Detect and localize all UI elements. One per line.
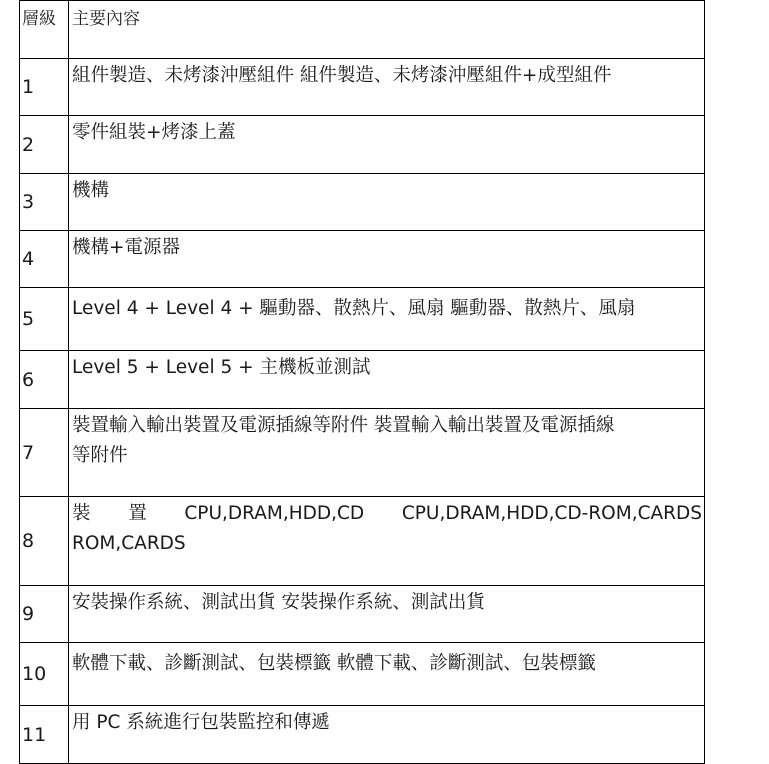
level-cell: 9: [20, 586, 69, 643]
level-cell: 11: [20, 706, 69, 764]
table-row: [20, 288, 705, 351]
content-line-2: ROM,CARDS: [72, 533, 186, 554]
level-cell: 10: [20, 643, 69, 706]
content-cell: Level 4 + Level 4 + 驅動器、散熱片、風扇 驅動器、散熱片、風扇: [69, 288, 705, 351]
content-cell: 用 PC 系統進行包裝監控和傳遞: [69, 706, 705, 764]
content-cell: Level 5 + Level 5 + 主機板並測試: [69, 351, 705, 409]
table-row: [20, 497, 705, 586]
header-content-cell: 主要內容: [69, 1, 705, 59]
level-cell: 1: [20, 59, 69, 116]
table-row: [20, 409, 705, 497]
table-row: [20, 116, 705, 174]
content-cell: 零件組裝+烤漆上蓋: [69, 116, 705, 174]
level-cell: 2: [20, 116, 69, 174]
table-row: [20, 351, 705, 409]
level-cell: 4: [20, 231, 69, 288]
level-cell: 6: [20, 351, 69, 409]
table-row: [20, 174, 705, 231]
content-line-1: 裝 置 CPU,DRAM,HDD,CD CPU,DRAM,HDD,CD-ROM,CARDS: [72, 503, 702, 524]
content-cell: 機構+電源器: [69, 231, 705, 288]
table-row: [20, 231, 705, 288]
level-cell: 8: [20, 497, 69, 586]
header-level-cell: 層級: [20, 1, 69, 59]
level-cell: 5: [20, 288, 69, 351]
content-cell: [69, 497, 705, 586]
content-cell: 軟體下載、診斷測試、包裝標籤 軟體下載、診斷測試、包裝標籤: [69, 643, 705, 706]
table-row: [20, 586, 705, 643]
table-header-row: [20, 1, 705, 59]
level-cell: 3: [20, 174, 69, 231]
content-line-2: 等附件: [72, 445, 128, 466]
table-row: [20, 59, 705, 116]
content-line-1: 裝置輸入輸出裝置及電源插線等附件 裝置輸入輸出裝置及電源插線: [72, 415, 615, 436]
level-cell: 7: [20, 409, 69, 497]
content-cell: 機構: [69, 174, 705, 231]
table-row: [20, 643, 705, 706]
levels-table: [19, 0, 705, 764]
content-cell: 安裝操作系統、測試出貨 安裝操作系統、測試出貨: [69, 586, 705, 643]
content-cell: 組件製造、未烤漆沖壓組件 組件製造、未烤漆沖壓組件+成型組件: [69, 59, 705, 116]
content-cell: [69, 409, 705, 497]
table-row: [20, 706, 705, 764]
